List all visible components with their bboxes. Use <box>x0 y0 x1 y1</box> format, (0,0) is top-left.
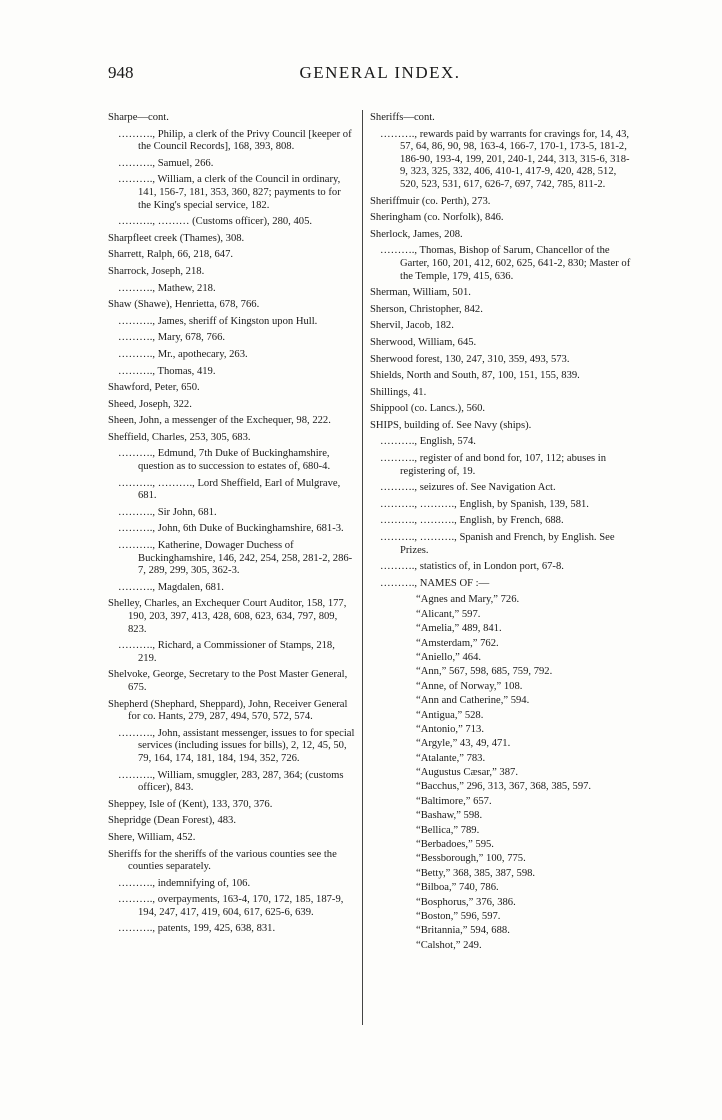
index-entry: Sheriffmuir (co. Perth), 273. <box>370 195 491 207</box>
index-entry: Shippool (co. Lancs.), 560. <box>370 403 486 415</box>
index-entry: Sheen, John, a messenger of the Exchequer, 98, 222. <box>108 415 331 427</box>
index-entry: ………., Katherine, Dowager Duchess of Buckinghamshire, 146, 242, 254, 258, 281-2, 286-7, 289, 299, 305, 362-3. <box>118 540 353 577</box>
index-entry: Shere, William, 452. <box>108 831 196 843</box>
index-entry: ………., NAMES OF :— <box>380 577 490 589</box>
index-entry: Sharpe—cont. <box>108 112 169 123</box>
index-entry: ………., Richard, a Commissioner of Stamps, 218, 219. <box>118 640 335 664</box>
ship-name-entry: “Baltimore,” 657. <box>416 795 492 807</box>
index-entry: Sheffield, Charles, 253, 305, 683. <box>108 431 251 443</box>
ship-name-entry: “Atalante,” 783. <box>416 752 486 764</box>
ship-name-entry: “Ann,” 567, 598, 685, 759, 792. <box>416 666 553 678</box>
ship-name-entry: “Betty,” 368, 385, 387, 598. <box>416 867 536 879</box>
index-entry: ………., Thomas, Bishop of Sarum, Chancellor of the Garter, 160, 201, 412, 602, 625, 641-2, 830; Master of the Temple, 179, 415, 636. <box>380 245 631 282</box>
ship-name-entry: “Calshot,” 249. <box>416 939 482 951</box>
index-entry: ………., ………., Lord Sheffield, Earl of Mulgrave, 681. <box>118 477 341 502</box>
index-entry: ………., English, 574. <box>380 436 476 448</box>
index-entry: Sheriffs for the sheriffs of the various counties see the counties separately. <box>108 848 337 873</box>
ship-name-entry: “Agnes and Mary,” 726. <box>416 594 520 606</box>
ship-name-entry: “Amsterdam,” 762. <box>416 637 499 649</box>
index-entry: ………., Mr., apothecary, 263. <box>118 348 248 360</box>
index-entry: ………., patents, 199, 425, 638, 831. <box>118 923 276 935</box>
index-entry: Sheppey, Isle of (Kent), 133, 370, 376. <box>108 798 273 810</box>
index-entry: ………., Mathew, 218. <box>118 282 216 294</box>
index-entry: Sherman, William, 501. <box>370 287 471 299</box>
index-entry: ………., Philip, a clerk of the Privy Council [keeper of the Council Records], 168, 393, 808. <box>118 128 352 153</box>
index-entry: ………., Mary, 678, 766. <box>118 332 226 344</box>
ship-name-entry: “Ann and Catherine,” 594. <box>416 695 530 707</box>
index-entry: ………., Samuel, 266. <box>118 157 214 169</box>
index-entry: ………., ……… (Customs officer), 280, 405. <box>118 216 313 228</box>
index-entry: Shawford, Peter, 650. <box>108 382 200 394</box>
index-entry: ………., ………., English, by French, 688. <box>380 515 564 527</box>
index-entry: SHIPS, building of. See Navy (ships). <box>370 419 532 431</box>
index-entry: Shepridge (Dean Forest), 483. <box>108 815 236 827</box>
index-entry: Sheringham (co. Norfolk), 846. <box>370 212 504 224</box>
index-entry: ………., William, a clerk of the Council in ordinary, 141, 156-7, 181, 353, 360, 827; payments to for the King's special service, 182. <box>118 174 341 211</box>
index-entry: Shelley, Charles, an Exchequer Court Auditor, 158, 177, 190, 203, 397, 413, 428, 608, 623, 634, 797, 809, 823. <box>108 598 347 635</box>
index-entry: Sherwood forest, 130, 247, 310, 359, 493, 573. <box>370 353 570 365</box>
index-entry: Shillings, 41. <box>370 386 427 398</box>
index-entry: ………., statistics of, in London port, 67-8. <box>380 561 564 573</box>
ship-name-entry: “Berbadoes,” 595. <box>416 839 494 851</box>
ship-name-entry: “Antonio,” 713. <box>416 723 484 735</box>
index-entry: Shelvoke, George, Secretary to the Post Master General, 675. <box>108 669 348 693</box>
index-entry: ………., ………., English, by Spanish, 139, 581. <box>380 498 589 510</box>
index-entry: Shervil, Jacob, 182. <box>370 320 454 332</box>
ship-name-entry: “Bashaw,” 598. <box>416 810 483 822</box>
right-index-column <box>370 112 632 954</box>
ship-name-entry: “Alicant,” 597. <box>416 608 481 620</box>
ship-name-entry: “Bilboa,” 740, 786. <box>416 882 499 894</box>
index-entry: ………., Sir John, 681. <box>118 506 217 518</box>
index-entry: Sheriffs—cont. <box>370 112 435 123</box>
index-entry: ………., seizures of. See Navigation Act. <box>380 482 556 494</box>
ship-name-entry: “Anne, of Norway,” 108. <box>416 680 523 692</box>
index-entry: Sherwood, William, 645. <box>370 336 477 348</box>
column-divider <box>362 110 363 1025</box>
index-entry: Shepherd (Shephard, Sheppard), John, Receiver General for co. Hants, 279, 287, 494, 570, 572, 574. <box>108 698 348 723</box>
index-entry: ………., ………., Spanish and French, by English. See Prizes. <box>380 532 615 556</box>
ship-name-entry: “Augustus Cæsar,” 387. <box>416 767 518 779</box>
ship-name-entry: “Bacchus,” 296, 313, 367, 368, 385, 597. <box>416 781 592 793</box>
index-entry: Sherson, Christopher, 842. <box>370 303 483 315</box>
index-entry: Shaw (Shawe), Henrietta, 678, 766. <box>108 299 260 311</box>
ship-name-entry: “Amelia,” 489, 841. <box>416 623 502 635</box>
left-index-column <box>108 112 356 940</box>
index-entry: ………., Edmund, 7th Duke of Buckinghamshire, question as to succession to estates of, 680-4. <box>118 448 331 473</box>
index-entry: Sharpfleet creek (Thames), 308. <box>108 232 245 244</box>
index-entry: Sharrett, Ralph, 66, 218, 647. <box>108 249 234 261</box>
page-number: 948 <box>108 63 134 82</box>
index-entry: ………., Thomas, 419. <box>118 365 216 377</box>
index-entry: ………., overpayments, 163-4, 170, 172, 185, 187-9, 194, 247, 417, 419, 604, 617, 625-6, 639. <box>118 894 344 918</box>
index-entry: ………., indemnifying of, 106. <box>118 877 251 889</box>
index-entry: ………., John, assistant messenger, issues to for special services (including issues for bills), 2, 12, 45, 50, 79, 164, 174, 181, 184, 194, 352, 726. <box>118 727 355 764</box>
index-entry: ………., James, sheriff of Kingston upon Hull. <box>118 315 318 327</box>
ship-name-entry: “Antigua,” 528. <box>416 709 484 721</box>
index-entry: ………., register of and bond for, 107, 112; abuses in registering of, 19. <box>380 453 607 477</box>
index-entry: ………., rewards paid by warrants for cravings for, 14, 43, 57, 64, 86, 90, 98, 163-4, 166-7, 170-1, 173-5, 181-2, 186-90, 193-4, 199, 201, 240-1, 244, 313, 315-6, 318-9, 323, 325, 332, 406, 410-1, 417-9, 420, 428, 512, 520, 523, 531, 617, 626-7, 697, 742, 785, 811-2. <box>380 128 630 190</box>
ship-name-entry: “Aniello,” 464. <box>416 651 482 663</box>
index-entry: ………., Magdalen, 681. <box>118 581 224 593</box>
page-header <box>108 63 652 91</box>
index-entry: Sharrock, Joseph, 218. <box>108 265 205 277</box>
index-entry: Sheed, Joseph, 322. <box>108 398 192 410</box>
ship-name-entry: “Bessborough,” 100, 775. <box>416 853 526 865</box>
ship-name-entry: “Argyle,” 43, 49, 471. <box>416 738 511 750</box>
ship-name-entry: “Bellica,” 789. <box>416 824 480 836</box>
index-entry: Sherlock, James, 208. <box>370 228 463 240</box>
ship-name-entry: “Boston,” 596, 597. <box>416 911 501 922</box>
index-entry: ………., John, 6th Duke of Buckinghamshire, 681-3. <box>118 523 344 535</box>
index-entry: ………., William, smuggler, 283, 287, 364; (customs officer), 843. <box>118 769 344 794</box>
ship-name-entry: “Bosphorus,” 376, 386. <box>416 896 516 908</box>
ship-name-entry: “Britannia,” 594, 688. <box>416 925 510 937</box>
index-entry: Shields, North and South, 87, 100, 151, 155, 839. <box>370 370 580 382</box>
page-title: GENERAL INDEX. <box>299 63 461 82</box>
